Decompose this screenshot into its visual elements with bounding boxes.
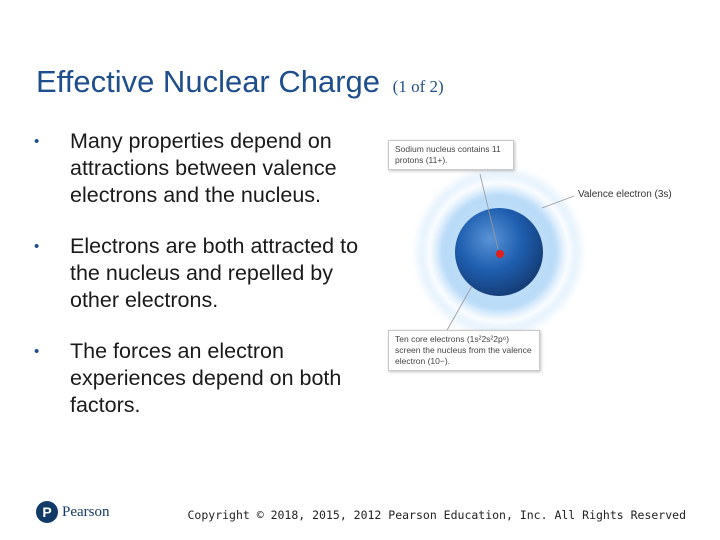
bullet-item <box>34 338 374 419</box>
title-suffix: (1 of 2) <box>392 77 444 96</box>
bullet-item <box>34 233 374 314</box>
bullet-dot-icon: • <box>34 238 40 255</box>
valence-electron-label: Valence electron (3s) <box>578 189 672 200</box>
pearson-p-icon: P <box>36 501 58 523</box>
bullet-list <box>34 128 374 443</box>
pearson-logo <box>36 501 110 523</box>
bullet-text: The forces an electron experiences depend on both factors. <box>70 339 342 417</box>
core-electron-callout: Ten core electrons (1s²2s²2p⁶) screen the nucleus from the valence electron (10−). <box>388 330 540 371</box>
sodium-atom-figure <box>384 136 694 386</box>
bullet-item <box>34 128 374 209</box>
bullet-dot-icon: • <box>34 343 40 360</box>
nucleus-callout: Sodium nucleus contains 11 protons (11+). <box>388 140 514 170</box>
nucleus-dot <box>496 250 504 258</box>
pearson-wordmark: Pearson <box>62 503 110 520</box>
copyright-notice: Copyright © 2018, 2015, 2012 Pearson Education, Inc. All Rights Reserved <box>187 508 686 522</box>
bullet-dot-icon: • <box>34 133 40 150</box>
slide-title <box>36 64 444 100</box>
bullet-text: Many properties depend on attractions between valence electrons and the nucleus. <box>70 129 337 207</box>
title-text: Effective Nuclear Charge <box>36 64 381 99</box>
bullet-text: Electrons are both attracted to the nucleus and repelled by other electrons. <box>70 234 359 312</box>
